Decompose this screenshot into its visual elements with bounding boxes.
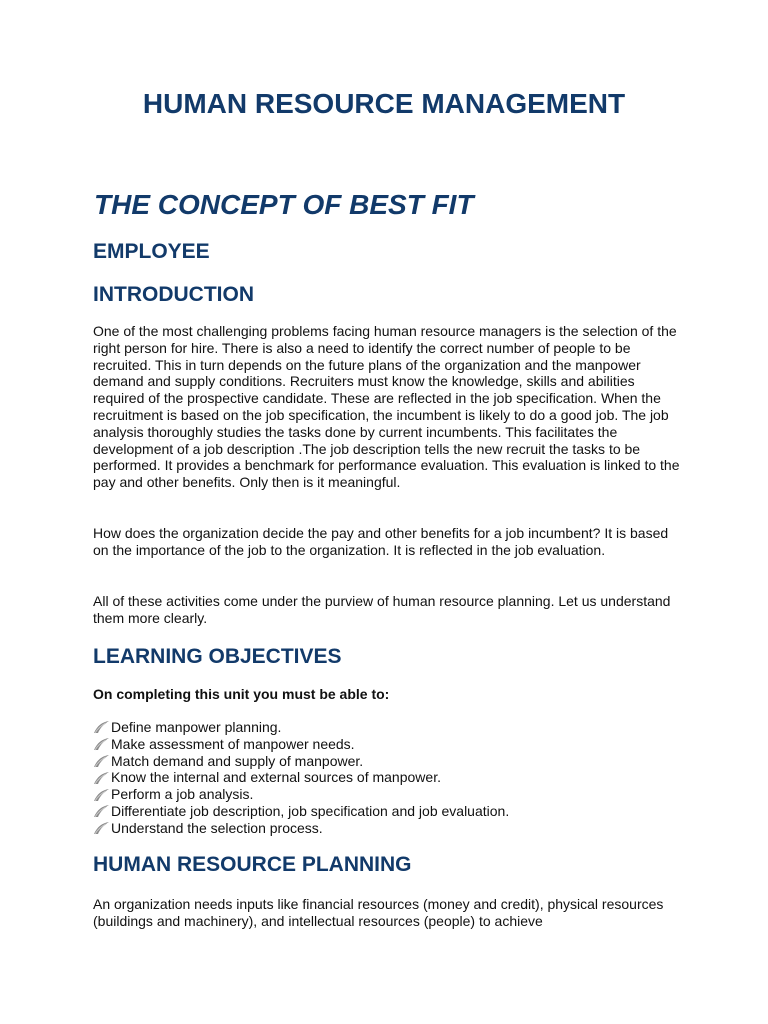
list-item xyxy=(93,736,509,753)
objectives-list xyxy=(93,719,509,837)
hrp-paragraph: An organization needs inputs like financial resources (money and credit), physical resources (buildings and machinery), and intellectual resources (people) to achieve xyxy=(93,896,664,929)
list-item xyxy=(93,820,509,837)
objective-text: Know the internal and external sources of manpower. xyxy=(111,769,441,786)
list-item xyxy=(93,719,509,736)
objective-text: Define manpower planning. xyxy=(111,719,282,735)
swoosh-bullet-icon xyxy=(93,737,110,751)
concept-heading: THE CONCEPT OF BEST FIT xyxy=(94,189,474,220)
document-title: HUMAN RESOURCE MANAGEMENT xyxy=(142,88,626,119)
objective-text: Make assessment of manpower needs. xyxy=(111,735,355,752)
swoosh-bullet-icon xyxy=(93,821,110,835)
employee-heading: EMPLOYEE xyxy=(93,240,210,263)
objectives-intro: On completing this unit you must be able to: xyxy=(93,686,390,702)
objective-text: Understand the selection process. xyxy=(111,819,323,836)
list-item xyxy=(93,803,509,820)
list-item xyxy=(93,786,509,803)
swoosh-bullet-icon xyxy=(93,804,110,818)
swoosh-bullet-icon xyxy=(93,788,110,802)
list-item xyxy=(93,769,509,786)
objective-text: Perform a job analysis. xyxy=(111,786,254,803)
swoosh-bullet-icon xyxy=(93,771,110,785)
intro-paragraph-2: How does the organization decide the pay and other benefits for a job incumbent? It is based on the importance of the job to the organization. It is reflected in the job evaluation. xyxy=(93,525,669,558)
swoosh-bullet-icon xyxy=(93,754,110,768)
intro-paragraph-3: All of these activities come under the purview of human resource planning. Let us understand them more clearly. xyxy=(93,593,671,626)
hrp-heading: HUMAN RESOURCE PLANNING xyxy=(93,853,412,876)
objective-text: Differentiate job description, job specification and job evaluation. xyxy=(111,802,510,819)
objective-text: Match demand and supply of manpower. xyxy=(111,752,364,769)
intro-paragraph-1: One of the most challenging problems facing human resource managers is the selection of the right person for hire. There is also a need to identify the correct number of people to be recruited. This in turn depends on the future plans of the organization and the manpower demand and supply conditions. Recruiters must know the knowledge, skills and abilities required of the prospective candidate. These are reflected in the job specification. When the recruitment is based on the job specification, the incumbent is likely to do a good job. The job analysis thoroughly studies the tasks done by current incumbents. This facilitates the development of a job description .The job description tells the new recruit the tasks to be performed. It provides a benchmark for performance evaluation. This evaluation is linked to the pay and other benefits. Only then is it meaningful. xyxy=(93,323,680,491)
list-item xyxy=(93,753,509,770)
introduction-heading: INTRODUCTION xyxy=(93,283,254,306)
learning-objectives-heading: LEARNING OBJECTIVES xyxy=(93,645,342,668)
swoosh-bullet-icon xyxy=(93,720,110,734)
